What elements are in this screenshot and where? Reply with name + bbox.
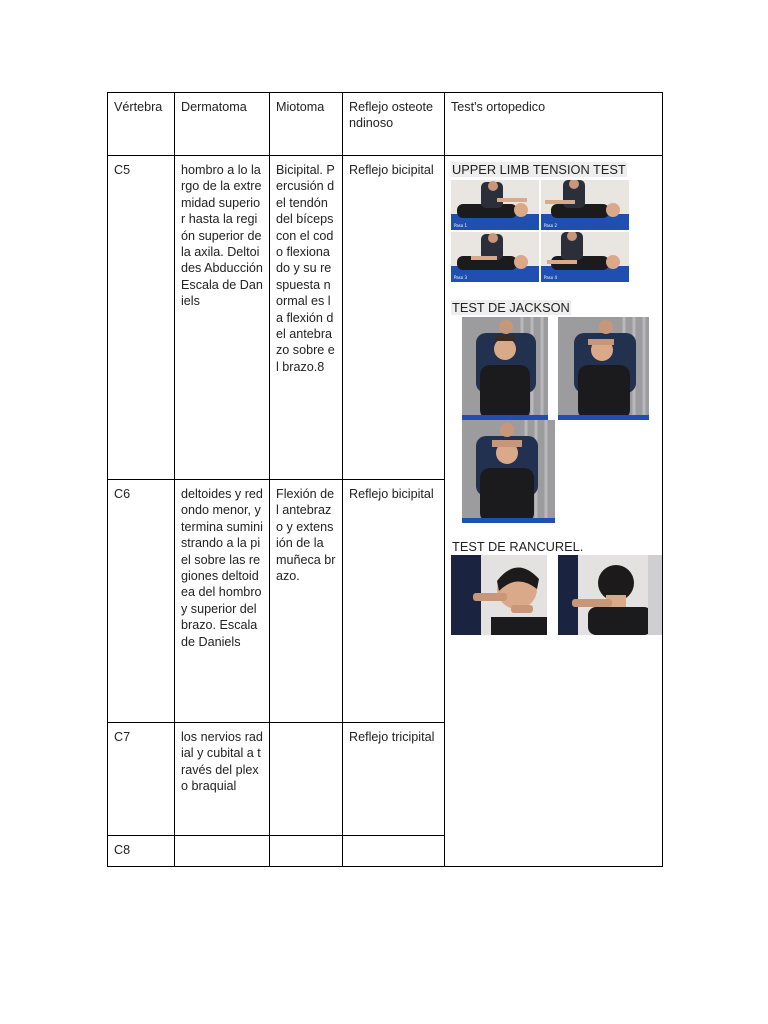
reflejo-cell — [343, 836, 445, 867]
miotoma-cell: Flexión del antebrazo y extensión de la muñeca brazo. — [270, 480, 343, 723]
dermatoma-cell: hombro a lo largo de la extremidad superior hasta la región superior de la axila. Deltoides Abducción Escala de Daniels — [175, 156, 270, 480]
upper-limb-photo — [451, 180, 539, 230]
test-label-jackson: TEST DE JACKSON — [452, 300, 570, 316]
jackson-photo — [558, 317, 649, 420]
rancurel-photo — [558, 555, 662, 635]
vertebra-cell: C6 — [108, 480, 175, 723]
header-cell-miotoma: Miotoma — [270, 93, 343, 156]
rancurel-photo — [451, 555, 547, 635]
miotoma-cell — [270, 836, 343, 867]
header-cell-dermatoma: Dermatoma — [175, 93, 270, 156]
header-cell-vertebra: Vértebra — [108, 93, 175, 156]
jackson-photo-group — [451, 317, 656, 523]
dermatoma-cell: deltoides y redondo menor, y termina suministrando a la piel sobre las regiones deltoidea del hombro y superior del brazo. Escala de Daniels — [175, 480, 270, 723]
vertebra-cell: C8 — [108, 836, 175, 867]
vertebra-cell: C5 — [108, 156, 175, 480]
dermatome-table — [107, 92, 663, 867]
table-row-c5 — [108, 156, 663, 480]
reflejo-cell: Reflejo bicipital — [343, 480, 445, 723]
tests-cell — [445, 156, 663, 867]
photo-caption: Paso 4 — [544, 275, 558, 281]
upper-limb-photo — [541, 180, 629, 230]
jackson-photo — [462, 317, 548, 420]
vertebra-cell: C7 — [108, 723, 175, 836]
table-header-row — [108, 93, 663, 156]
test-label-upper-limb: UPPER LIMB TENSION TEST — [452, 162, 626, 177]
reflejo-cell: Reflejo tricipital — [343, 723, 445, 836]
photo-caption: Paso 1 — [454, 223, 468, 229]
header-cell-tests: Test's ortopedico — [445, 93, 663, 156]
dermatoma-cell — [175, 836, 270, 867]
miotoma-cell — [270, 723, 343, 836]
photo-caption: Paso 2 — [544, 223, 558, 229]
dermatoma-cell: los nervios radial y cubital a través del plexo braquial — [175, 723, 270, 836]
upper-limb-photo — [541, 232, 629, 282]
test-label-rancurel: TEST DE RANCUREL. — [452, 538, 584, 554]
miotoma-cell: Bicipital. Percusión del tendón del bíceps con el codo flexionado y su respuesta normal es la flexión del antebrazo sobre el brazo.8 — [270, 156, 343, 480]
rancurel-photo-group — [451, 555, 656, 635]
jackson-photo — [462, 420, 555, 523]
photo-caption: Paso 3 — [454, 275, 468, 281]
upper-limb-photo — [451, 232, 539, 282]
header-cell-reflejo: Reflejo osteotendinoso — [343, 93, 445, 156]
reflejo-cell: Reflejo bicipital — [343, 156, 445, 480]
upper-limb-photo-group — [451, 180, 656, 284]
